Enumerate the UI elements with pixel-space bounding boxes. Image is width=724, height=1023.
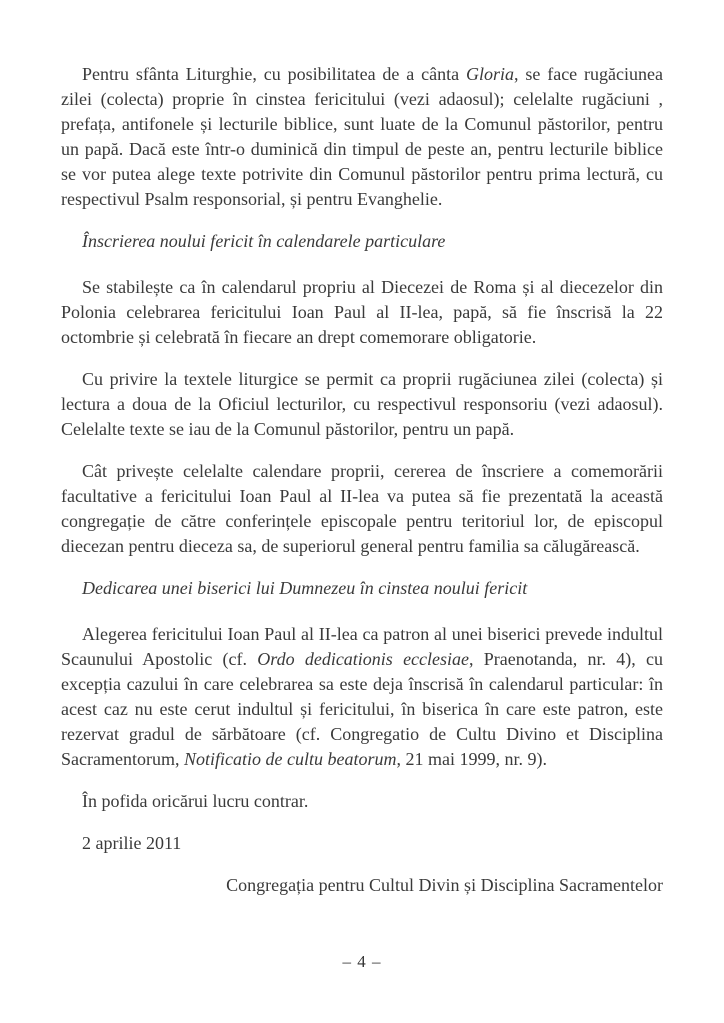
text-segment: , se face rugăciunea zilei (colecta) proprie în cinstea fericitului (vezi adaosul); celelalte rugăciuni , prefața, antifonele și lecturile biblice, sunt luate de la Comunul păstorilor, pentru un papă. Dacă este într-o duminică din timpul de peste an, pentru lecturile biblice se vor putea alege texte potrivite din Comunul păstorilor pentru prima lectură, cu respectivul Psalm responsorial, și pentru Evanghelie.: [61, 64, 663, 209]
paragraph-other-calendars: [61, 459, 663, 559]
paragraph-liturgical-texts: [61, 367, 663, 442]
text-segment: Se stabilește ca în calendarul propriu al Diecezei de Roma și al diecezelor din Polonia celebrarea fericitului Ioan Paul al II-lea, papă, să fie înscrisă la 22 octombrie și celebrată în fiecare an drept comemorare obligatorie.: [61, 277, 663, 347]
text-segment: Cu privire la textele liturgice se permit ca proprii rugăciunea zilei (colecta) și lectura a doua de la Oficiul lecturilor, cu respectivul responsoriu (vezi adaosul). Celelalte texte se iau de la Comunul păstorilor, pentru un papă.: [61, 369, 663, 439]
italic-text-segment: Dedicarea unei biserici lui Dumnezeu în cinstea noului fericit: [82, 578, 528, 598]
paragraph-liturgy: [61, 62, 663, 212]
closing-formula: [61, 789, 663, 814]
text-segment: În pofida oricărui lucru contrar.: [82, 791, 309, 811]
document-date: [61, 831, 663, 856]
text-segment: , 21 mai 1999, nr. 9).: [396, 749, 547, 769]
paragraph-calendar-rome-poland: [61, 275, 663, 350]
text-segment: Cât privește celelalte calendare proprii, cererea de înscriere a comemorării facultative a fericitului Ioan Paul al II-lea va putea să fie prezentată la această congregație de către conferințele episcopale pentru teritoriul lor, de episcopul diecezan pentru dieceza sa, de superiorul general pentru familia sa călugărească.: [61, 461, 663, 556]
italic-text-segment: Gloria: [465, 64, 514, 84]
heading-calendar-inscription: [61, 229, 663, 254]
signature-congregation: [61, 873, 663, 898]
text-segment: 2 aprilie 2011: [82, 833, 182, 853]
text-segment: Congregația pentru Cultul Divin și Disciplina Sacramentelor: [226, 875, 663, 895]
italic-text-segment: Notificatio de cultu beatorum: [183, 749, 397, 769]
text-segment: Alegerea fericitului Ioan Paul al II-lea ca patron al unei biserici prevede indultul Scaunului Apostolic (cf.: [61, 624, 663, 669]
page-number: – 4 –: [342, 952, 382, 971]
italic-text-segment: Ordo dedicationis ecclesiae: [257, 649, 470, 669]
text-segment: , Praenotanda, nr. 4), cu excepția cazului în care celebrarea sa este deja înscrisă în calendarul particular: în acest caz nu este cerut indultul și fericitului, în biserica în care este patron, este rezervat gradul de sărbătoare (cf. Congregatio de Cultu Divino et Disciplina Sacramentorum,: [61, 649, 663, 769]
heading-church-dedication: [61, 576, 663, 601]
document-body: [61, 62, 663, 915]
italic-text-segment: Înscrierea noului fericit în calendarele particulare: [82, 231, 446, 251]
paragraph-patron-church: [61, 622, 663, 772]
text-segment: Pentru sfânta Liturghie, cu posibilitatea de a cânta: [82, 64, 466, 84]
